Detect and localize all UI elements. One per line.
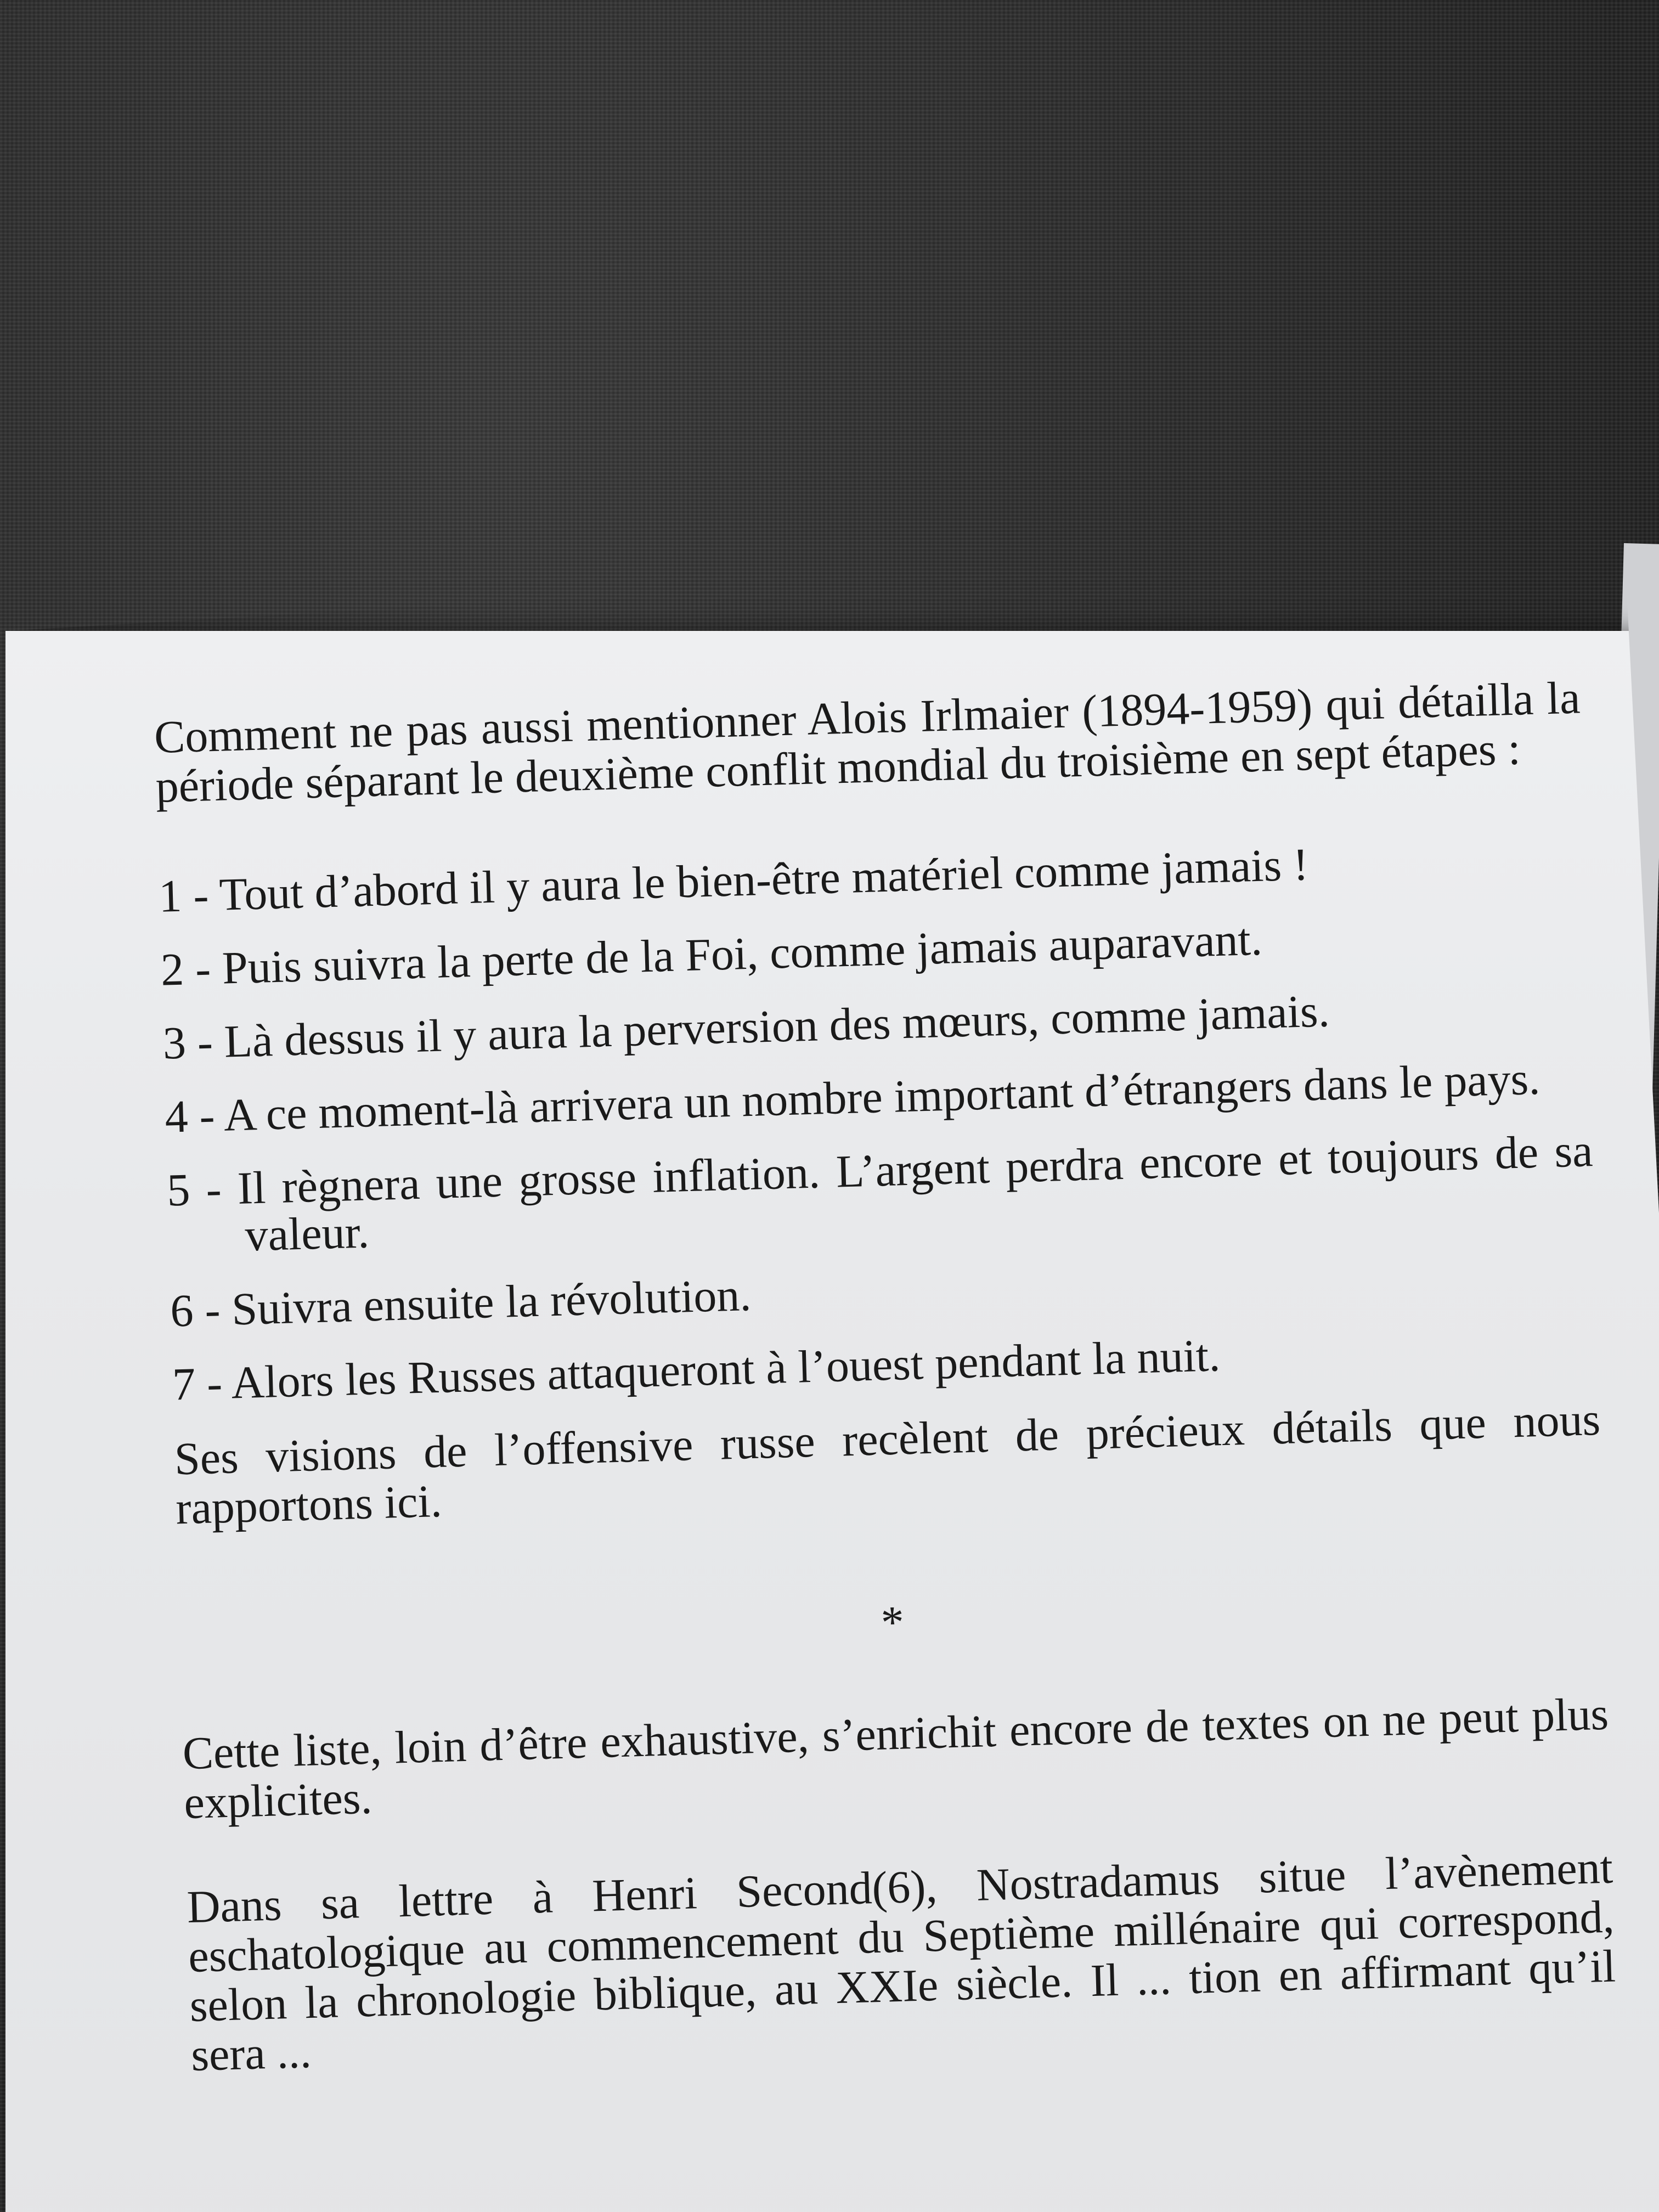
page-text [154, 673, 1618, 2080]
step-item: 2 - Puis suivra la perte de la Foi, comme jamais auparavant. [160, 913, 1263, 996]
step-item: 7 - Alors les Russes attaqueront à l’ouest pendant la nuit. [171, 1330, 1221, 1410]
nostradamus-paragraph: Dans sa lettre à Henri Second(6), Nostradamus situe l’avènement eschatologique au commencement du Septième millénaire qui correspond, selon la chronologie biblique, au XXIe siècle. Il ... tion en affirmant qu’il sera ... [186, 1842, 1617, 2081]
visions-paragraph: Ses visions de l’offensive russe recèlent de précieux détails que nous rapportons ici. [173, 1393, 1601, 1534]
steps-list [158, 833, 1599, 1408]
section-separator: * [880, 1596, 905, 1649]
step-item: 1 - Tout d’abord il y aura le bien-être matériel comme jamais ! [158, 839, 1310, 922]
step-item: 5 - Il règnera une grosse inflation. L’argent perdra encore et toujours de sa valeur. [166, 1125, 1594, 1261]
step-item: 4 - A ce moment-là arrivera un nombre important d’étrangers dans le pays. [164, 1053, 1541, 1143]
intro-paragraph: Comment ne pas aussi mentionner Alois Irlmaier (1894-1959) qui détailla la période séparant le deuxième conflit mondial du troisième en sept étapes : [153, 672, 1581, 812]
step-item: 6 - Suivra ensuite la révolution. [170, 1269, 752, 1337]
step-item: 3 - Là dessus il y aura la perversion des mœurs, comme jamais. [162, 985, 1330, 1069]
list-paragraph: Cette liste, loin d’être exhaustive, s’enrichit encore de textes on ne peut plus explicites. [182, 1688, 1610, 1829]
